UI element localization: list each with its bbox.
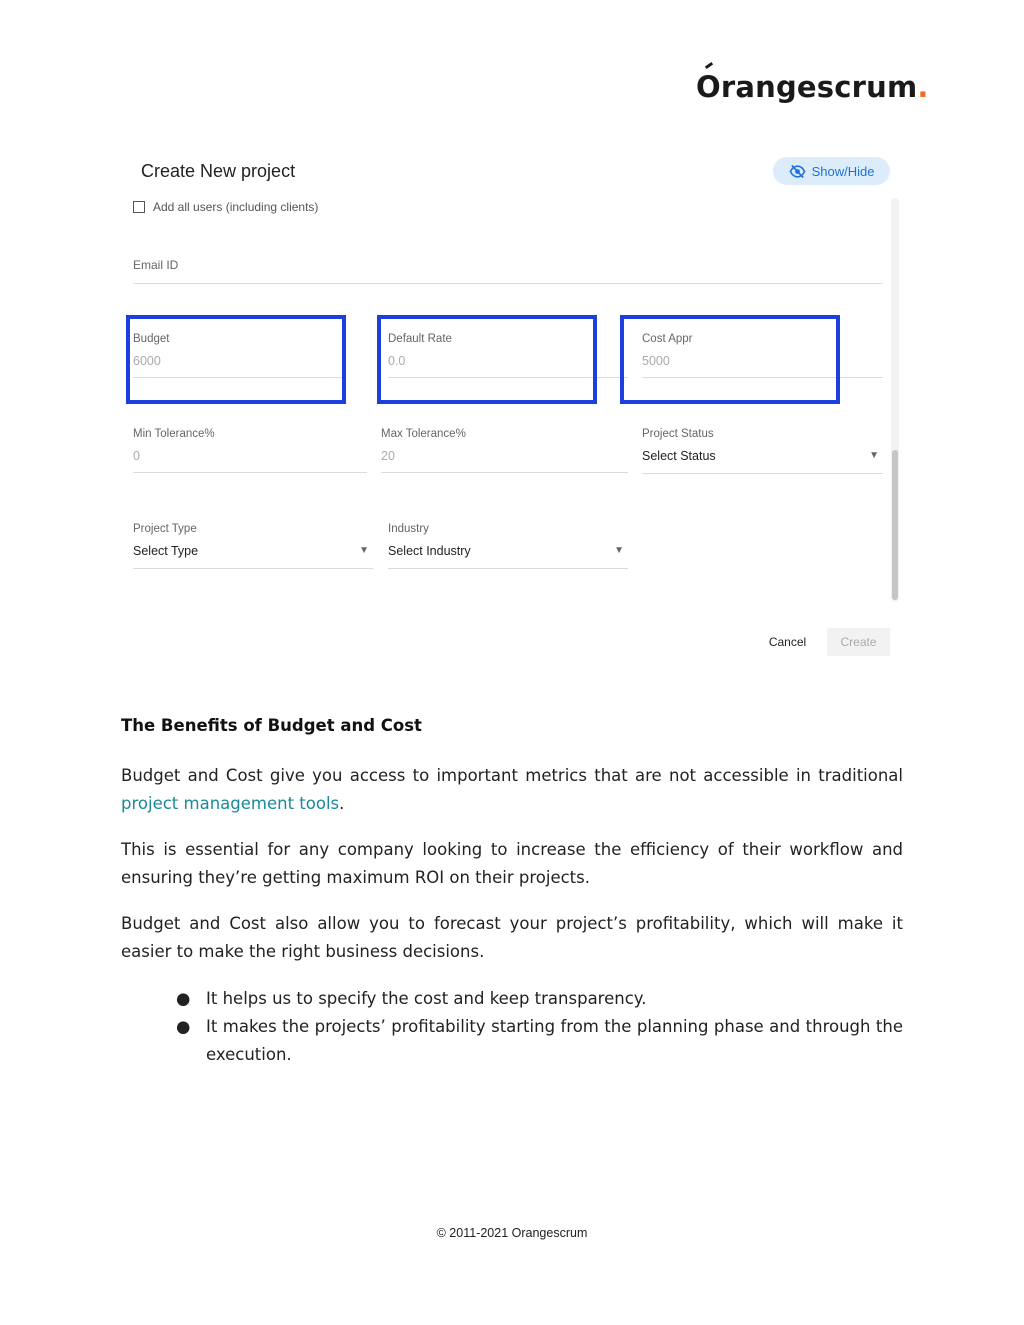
logo-letter-o: O — [696, 70, 721, 104]
paragraph-1-end: . — [339, 794, 345, 813]
project-status-label: Project Status — [642, 428, 714, 440]
max-tolerance-value: 20 — [381, 449, 395, 463]
paragraph-2-text: This is essential for any company looking to increase the efficiency of their workflow and ensuring they’re getting maximum ROI on their projects. — [121, 840, 903, 887]
eye-off-icon — [789, 163, 806, 180]
budget-label: Budget — [133, 333, 170, 345]
project-type-label: Project Type — [133, 523, 197, 535]
email-field[interactable] — [133, 258, 883, 284]
email-label: Email ID — [133, 258, 179, 272]
min-tolerance-label: Min Tolerance% — [133, 428, 215, 440]
max-tolerance-underline — [381, 472, 628, 473]
list-item — [176, 1013, 903, 1069]
industry-select[interactable] — [388, 523, 628, 569]
bullet-list — [176, 985, 903, 1069]
bullet-2-text: It makes the projects’ profitability starting from the planning phase and through the execution. — [206, 1017, 903, 1064]
cost-appr-highlight-box — [620, 315, 840, 404]
project-management-tools-link[interactable]: project management tools — [121, 794, 340, 813]
cost-appr-value: 5000 — [642, 354, 670, 368]
caret-down-icon: ▼ — [614, 545, 624, 556]
max-tolerance-label: Max Tolerance% — [381, 428, 466, 440]
article-paragraph-3 — [121, 910, 903, 966]
cost-appr-label: Cost Appr — [642, 333, 693, 345]
list-item — [176, 985, 903, 1013]
project-status-underline — [642, 473, 883, 474]
add-all-users-checkbox[interactable] — [133, 201, 145, 213]
footer-copyright: © 2011-2021 Orangescrum — [436, 1226, 588, 1240]
max-tolerance-field[interactable] — [381, 428, 628, 473]
cancel-button[interactable]: Cancel — [768, 635, 807, 649]
budget-value: 6000 — [133, 354, 161, 368]
show-hide-button[interactable] — [773, 157, 890, 185]
project-type-value: Select Type — [133, 544, 199, 558]
paragraph-3-text: Budget and Cost also allow you to forecast your project’s profitability, which will make it easier to make the right business decisions. — [121, 914, 903, 961]
article-heading: The Benefits of Budget and Cost — [121, 716, 422, 735]
project-type-underline — [133, 568, 373, 569]
create-button[interactable]: Create — [827, 628, 890, 656]
budget-highlight-box — [126, 315, 346, 404]
add-all-users-label: Add all users (including clients) — [153, 200, 319, 214]
bullet-1-text: It helps us to specify the cost and keep transparency. — [206, 989, 647, 1008]
form-title: Create New project — [141, 161, 296, 181]
form-scrollbar-thumb[interactable] — [892, 450, 898, 600]
article-paragraph-1 — [121, 762, 903, 818]
industry-value: Select Industry — [388, 544, 471, 558]
caret-down-icon: ▼ — [869, 450, 879, 461]
project-status-select[interactable] — [642, 428, 883, 474]
default-rate-label: Default Rate — [388, 333, 452, 345]
logo-text: rangescrum — [720, 70, 918, 104]
default-rate-value: 0.0 — [388, 354, 406, 368]
add-all-users-row[interactable] — [133, 200, 318, 214]
bullet-dot-icon: ● — [176, 989, 191, 1008]
show-hide-label: Show/Hide — [811, 163, 875, 179]
paragraph-1-text: Budget and Cost give you access to important metrics that are not accessible in traditional — [121, 766, 903, 785]
industry-label: Industry — [388, 523, 429, 535]
industry-underline — [388, 568, 628, 569]
caret-down-icon: ▼ — [359, 545, 369, 556]
project-status-value: Select Status — [642, 449, 716, 463]
min-tolerance-field[interactable] — [133, 428, 367, 473]
article-paragraph-2 — [121, 836, 903, 892]
default-rate-highlight-box — [377, 315, 597, 404]
email-underline — [133, 283, 883, 284]
logo-dot: . — [917, 70, 929, 104]
min-tolerance-value: 0 — [133, 449, 140, 463]
project-type-select[interactable] — [133, 523, 373, 569]
orangescrum-logo — [696, 70, 929, 104]
bullet-dot-icon: ● — [176, 1017, 191, 1036]
min-tolerance-underline — [133, 472, 367, 473]
